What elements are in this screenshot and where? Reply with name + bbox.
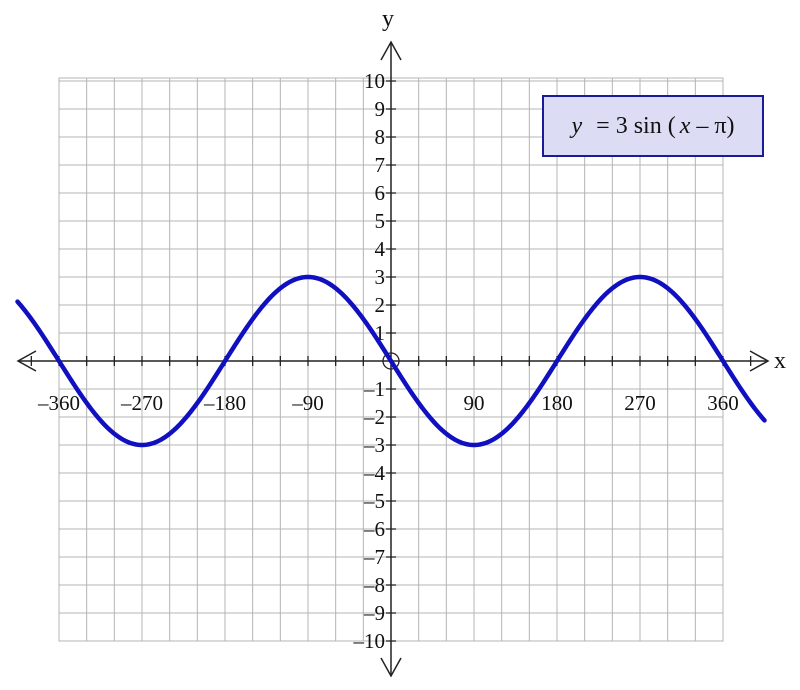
y-tick-label: 6	[374, 181, 385, 205]
y-tick-label: 3	[374, 265, 385, 289]
y-tick-label: 4	[374, 237, 385, 261]
y-tick-label: –6	[364, 517, 385, 541]
y-axis-label: y	[382, 6, 394, 32]
legend-x: x	[679, 112, 691, 139]
legend	[542, 95, 764, 157]
y-tick-label: 1	[374, 321, 385, 345]
x-tick-label: –360	[38, 391, 80, 415]
y-tick-label: 7	[374, 153, 385, 177]
y-tick-label: –7	[364, 545, 385, 569]
y-tick-label: –4	[364, 461, 385, 485]
y-tick-label: 2	[374, 293, 385, 317]
y-tick-label: –2	[364, 405, 385, 429]
y-tick-label: 8	[374, 125, 385, 149]
y-tick-label: –9	[364, 601, 385, 625]
y-tick-label: 5	[374, 209, 385, 233]
y-tick-label: –3	[364, 433, 385, 457]
y-tick-label: –8	[364, 573, 385, 597]
x-tick-label: 90	[463, 391, 485, 415]
x-tick-label: 180	[541, 391, 573, 415]
x-tick-label: 270	[624, 391, 656, 415]
x-tick-label: –90	[292, 391, 324, 415]
legend-eq: = 3 sin (	[596, 112, 676, 139]
y-tick-label: 9	[374, 97, 385, 121]
x-tick-label: –270	[121, 391, 163, 415]
y-tick-label: –10	[353, 629, 385, 653]
x-tick-label: 360	[707, 391, 739, 415]
y-tick-label: 10	[364, 69, 385, 93]
x-axis-label: x	[774, 348, 786, 374]
x-tick-label: –180	[204, 391, 246, 415]
y-tick-label: –1	[364, 377, 385, 401]
y-tick-label: –5	[364, 489, 385, 513]
legend-rest: – π)	[690, 112, 735, 139]
legend-y: y	[571, 112, 583, 139]
